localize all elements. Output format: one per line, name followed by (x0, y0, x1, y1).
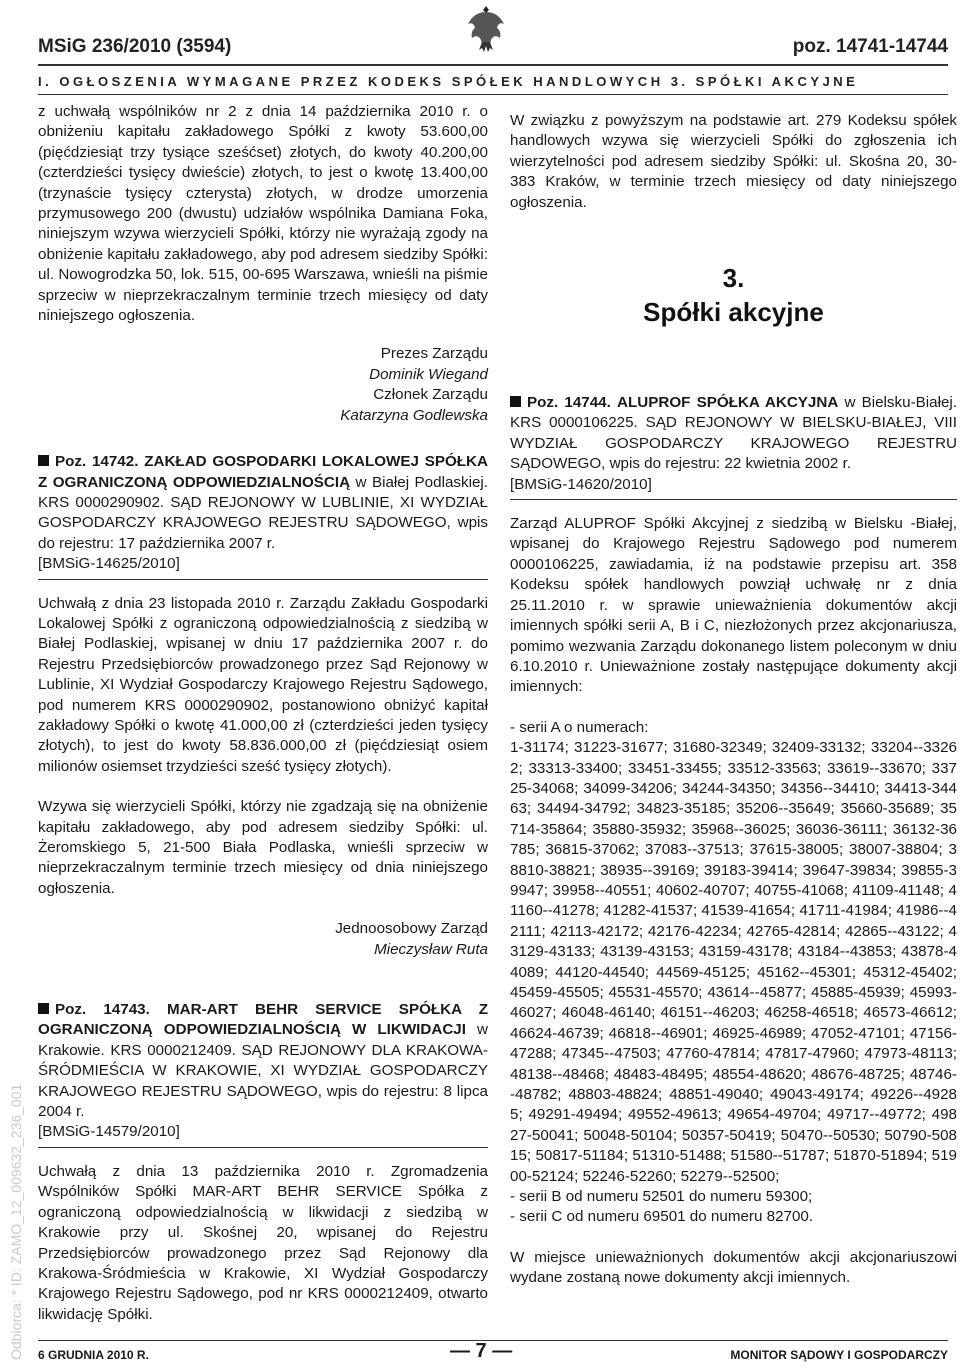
reference-code: [BMSiG-14579/2010] (38, 1123, 180, 1141)
series-a-heading: - serii A o numerach: (510, 718, 649, 736)
divider (38, 1147, 488, 1148)
eagle-emblem-icon (466, 2, 506, 54)
paragraph: Uchwałą z dnia 13 października 2010 r. Zgromadzenia Wspólników Spółki MAR-ART BEHR SERVICE Spółka z ograniczoną odpowiedzialnością w likwidacji z siedzibą w Krakowie przy ul. Skośnej 20, wpisanej do Rejestru Przedsiębiorców prowadzonego przez Sąd Rejonowy dla Krakowa-Śródmieścia w Krakowie, XI Wydział Gospodarczy Krajowego Rejestru Sądowego, pod nr KRS 0000212409, otwarto likwidację Spółki. (38, 1162, 488, 1323)
header-rule (38, 64, 948, 66)
reference-code: [BMSiG-14620/2010] (510, 475, 652, 493)
page-number: — 7 — (450, 1340, 513, 1362)
divider (510, 499, 957, 500)
notice-heading: Poz. 14743. MAR-ART BEHR SERVICE SPÓŁKA Z OGRANICZONĄ ODPOWIEDZIALNOŚCIĄ W LIKWIDACJI w Krakowie. KRS 0000212409. SĄD REJONOWY DLA KRAKOWA-ŚRÓDMIEŚCIA W KRAKOWIE, XI WYDZIAŁ GOSPODARCZY KRAJOWEGO REJESTRU SĄDOWEGO, wpis do rejestru: 8 lipca 2004 r. (38, 1001, 488, 1121)
reference-code: [BMSiG-14625/2010] (38, 555, 180, 573)
paragraph: Zarząd ALUPROF Spółki Akcyjnej z siedzibą w Bielsku -Białej, wpisanej do Krajowego Rejestru Sądowego pod numerem 0000106225, zawiadamia, iż na podstawie przepisu art. 358 Kodeksu spółek handlowych powziął uchwałę nr z dnia 25.11.2010 r. w sprawie unieważnienia dokumentów akcji imiennych spółki serii A, B i C, niezłożonych przez akcjonariusza, pomimo wezwania Zarządu dokonanego listem poleconym w dniu 6.10.2010 r. Unieważnione zostały następujące dokumenty akcji imiennych: (510, 515, 957, 696)
left-column (38, 102, 488, 1325)
bullet-square-icon (38, 1003, 49, 1014)
position-range: poz. 14741-14744 (792, 36, 948, 57)
paragraph: z uchwałą wspólników nr 2 z dnia 14 października 2010 r. o obniżeniu kapitału zakładowego Spółki z kwoty 53.600,00 (pięćdziesiąt trzy tysiące sześćset) złotych, do kwoty 40.200,00 (czterdzieści tysięcy dwieście) złotych, to jest o kwotę 13.400,00 (trzynaście tysięcy czterysta) złotych, w drodze umorzenia przymusowego 200 (dwustu) udziałów wspólnika Damiana Foka, niniejszym wzywa wierzycieli Spółki, którzy nie wyrażają zgody na obniżenie kapitału zakładowego, aby pod adresem siedziby Spółki: ul. Nowogrodzka 50, lok. 515, 00-695 Warszawa, wnieśli na piśmie sprzeciw w nieprzekraczalnym terminie trzech miesięcy od daty niniejszego ogłoszenia. (38, 103, 488, 325)
right-column (510, 111, 957, 1289)
publication-name: MONITOR SĄDOWY I GOSPODARCZY (730, 1348, 948, 1362)
paragraph: Wzywa się wierzycieli Spółki, którzy nie zgadzają się na obniżenie kapitału zakładowego, aby pod adresem siedziby Spółki: ul. Żeromskiego 5, 21-500 Biała Podlaska, wnieśli sprzeciw w nieprzekraczalnym terminie trzech miesięcy od dnia niniejszego ogłoszenia. (38, 798, 488, 897)
paragraph: W miejsce unieważnionych dokumentów akcji akcjonariuszowi wydane zostaną nowe dokumenty akcji imiennych. (510, 1248, 957, 1287)
section-rule (38, 94, 948, 95)
paragraph: Uchwałą z dnia 23 listopada 2010 r. Zarządu Zakładu Gospodarki Lokalowej Spółki z ograniczoną odpowiedzialnością z siedzibą w Białej Podlaskiej, wpisanej w dniu 17 października 2007 r. do Rejestru Przedsiębiorców prowadzonego przez Sąd Rejonowy w Lublinie, XI Wydział Gospodarczy Krajowego Rejestru Sądowego, pod numerem KRS 0000290902, postanowiono obniżyć kapitał zakładowy Spółki o kwotę 41.000,00 zł (czterdzieści jeden tysięcy złotych), to jest do kwoty 58.836.000,00 zł (pięćdziesiąt osiem milionów osiemset trzydzieści sześć tysięcy złotych). (38, 594, 488, 775)
bullet-square-icon (38, 455, 49, 466)
divider (38, 579, 488, 580)
signature-block: Prezes Zarządu Dominik Wiegand Członek Zarządu Katarzyna Godlewska (340, 345, 488, 424)
section-heading: Spółki akcyjne (643, 297, 824, 328)
section-title: I. OGŁOSZENIA WYMAGANE PRZEZ KODEKS SPÓŁEK HANDLOWYCH 3. SPÓŁKI AKCYJNE (38, 74, 859, 89)
notice-heading: Poz. 14744. ALUPROF SPÓŁKA AKCYJNA w Bielsku-Białej. KRS 0000106225. SĄD REJONOWY W BIELSKU-BIAŁEJ, VIII WYDZIAŁ GOSPODARCZY KRAJOWEGO REJESTRU SĄDOWEGO, wpis do rejestru: 22 kwietnia 2002 r. (510, 394, 957, 473)
series-c: - serii C od numeru 69501 do numeru 82700. (510, 1208, 814, 1226)
series-b: - serii B od numeru 52501 do numeru 59300; (510, 1188, 813, 1206)
footer-date: 6 GRUDNIA 2010 R. (38, 1348, 149, 1362)
section-number: 3. (722, 263, 745, 294)
bullet-square-icon (510, 396, 521, 407)
paragraph: W związku z powyższym na podstawie art. 279 Kodeksu spółek handlowych wzywa się wierzycieli Spółki do zgłoszenia ich wierzytelności pod adresem siedziby Spółki: ul. Skośna 20, 30-383 Kraków, w terminie trzech miesięcy od daty niniejszego ogłoszenia. (510, 112, 957, 211)
signature-block: Jednoosobowy Zarząd Mieczysław Ruta (335, 920, 488, 958)
recipient-watermark: Odbiorca: * ID: ZAMO_12_009632_236_001 (8, 1083, 24, 1360)
series-a-numbers: 1-31174; 31223-31677; 31680-32349; 32409-33132; 33204--33262; 33313-33400; 33451-33455; 33512-33563; 33619--33670; 33725-34068; 34099-34206; 34244-34350; 34356--34410; 34413-34463; 34494-34792; 34823-35185; 35206--35649; 35660-35689; 35714-35864; 35880-35932; 35968--36025; 36036-36111; 36132-36785; 36815-37062; 37083--37513; 37615-38005; 38007-38804; 38810-38821; 38935--39169; 39183-39414; 39647-39834; 39855-39947; 39958--40551; 40602-40707; 40755-41068; 41109-41148; 41160--41278; 41282-41537; 41539-41654; 41711-41984; 41986--42111; 42113-42172; 42176-42234; 42765-42814; 42865--43122; 43129-43133; 43139-43153; 43159-43178; 43184--43853; 43878-44089; 44120-44540; 44569-45125; 45162--45301; 45312-45402; 45459-45505; 45531-45570; 43614--45877; 45885-45939; 45993-46027; 46048-46140; 46151--46203; 46258-46518; 46573-46612; 46624-46739; 46818--46901; 46925-46989; 47052-47101; 47156-47288; 47345--47503; 47760-47814; 47817-47960; 47973-48113; 48138--48468; 48483-48495; 48554-48620; 48676-48725; 48746--48782; 48803-48824; 48851-49040; 49043-49174; 49226--49285; 49291-49494; 49552-49613; 49654-49704; 49717--49772; 49827-50041; 50048-50104; 50357-50419; 50470--50530; 50790-50815; 50817-51184; 51310-51488; 51580--51787; 51870-51894; 51900-52124; 52246-52260; 52279--52500; (510, 739, 957, 1185)
notice-heading: Poz. 14742. ZAKŁAD GOSPODARKI LOKALOWEJ SPÓŁKA Z OGRANICZONĄ ODPOWIEDZIALNOŚCIĄ w Białej Podlaskiej. KRS 0000290902. SĄD REJONOWY W LUBLINIE, XI WYDZIAŁ GOSPODARCZY KRAJOWEGO REJESTRU SĄDOWEGO, wpis do rejestru: 17 października 2007 r. (38, 453, 488, 552)
issue-number: MSiG 236/2010 (3594) (38, 36, 232, 57)
